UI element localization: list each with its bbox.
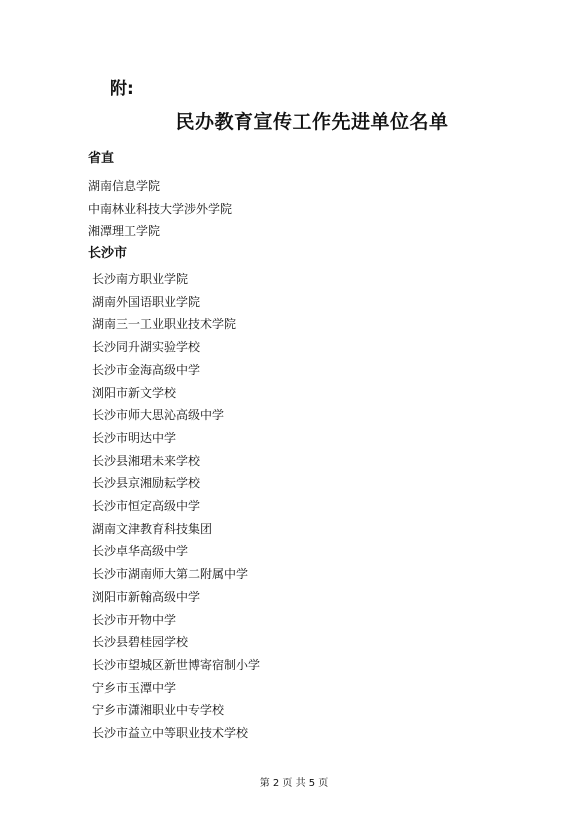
- list-item: 浏阳市新翰高级中学: [92, 589, 201, 604]
- unit-list-shengzhi: [88, 175, 232, 243]
- list-item: 浏阳市新文学校: [92, 385, 177, 400]
- unit-list-changsha: [92, 268, 260, 745]
- list-item: 宁乡市玉潭中学: [92, 680, 177, 695]
- list-item: 湘潭理工学院: [88, 224, 161, 239]
- list-item: 长沙市开物中学: [92, 612, 177, 627]
- list-item: 长沙县湘珺未来学校: [92, 453, 201, 468]
- section-heading-shengzhi: 省直: [88, 151, 115, 166]
- list-item: 长沙市望城区新世博寄宿制小学: [92, 657, 261, 672]
- list-item: 长沙市恒定高级中学: [92, 499, 201, 514]
- list-item: 湖南外国语职业学院: [92, 294, 201, 309]
- list-item: 长沙市师大思沁高级中学: [92, 408, 225, 423]
- list-item: 湖南文津教育科技集团: [92, 521, 213, 536]
- list-item: 湖南信息学院: [88, 179, 161, 193]
- list-item: 湖南三一工业职业技术学院: [92, 317, 237, 332]
- attachment-label: 附:: [110, 79, 134, 99]
- list-item: 长沙县京湘励耘学校: [92, 476, 201, 491]
- list-item: 长沙县碧桂园学校: [92, 635, 189, 650]
- list-item: 中南林业科技大学涉外学院: [88, 201, 233, 216]
- list-item: 长沙卓华高级中学: [92, 544, 189, 559]
- list-item: 长沙同升湖实验学校: [92, 340, 201, 355]
- list-item: 长沙市金海高级中学: [92, 362, 201, 377]
- section-heading-changsha: 长沙市: [88, 246, 128, 261]
- page-title: 民办教育宣传工作先进单位名单: [175, 111, 449, 133]
- list-item: 长沙南方职业学院: [92, 272, 189, 286]
- list-item: 长沙市明达中学: [92, 430, 177, 445]
- page-footer: 第 2 页 共 5 页: [259, 778, 329, 789]
- list-item: 长沙市益立中等职业技术学校: [92, 726, 249, 741]
- list-item: 长沙市湖南师大第二附属中学: [92, 567, 249, 582]
- list-item: 宁乡市潇湘职业中专学校: [92, 703, 225, 718]
